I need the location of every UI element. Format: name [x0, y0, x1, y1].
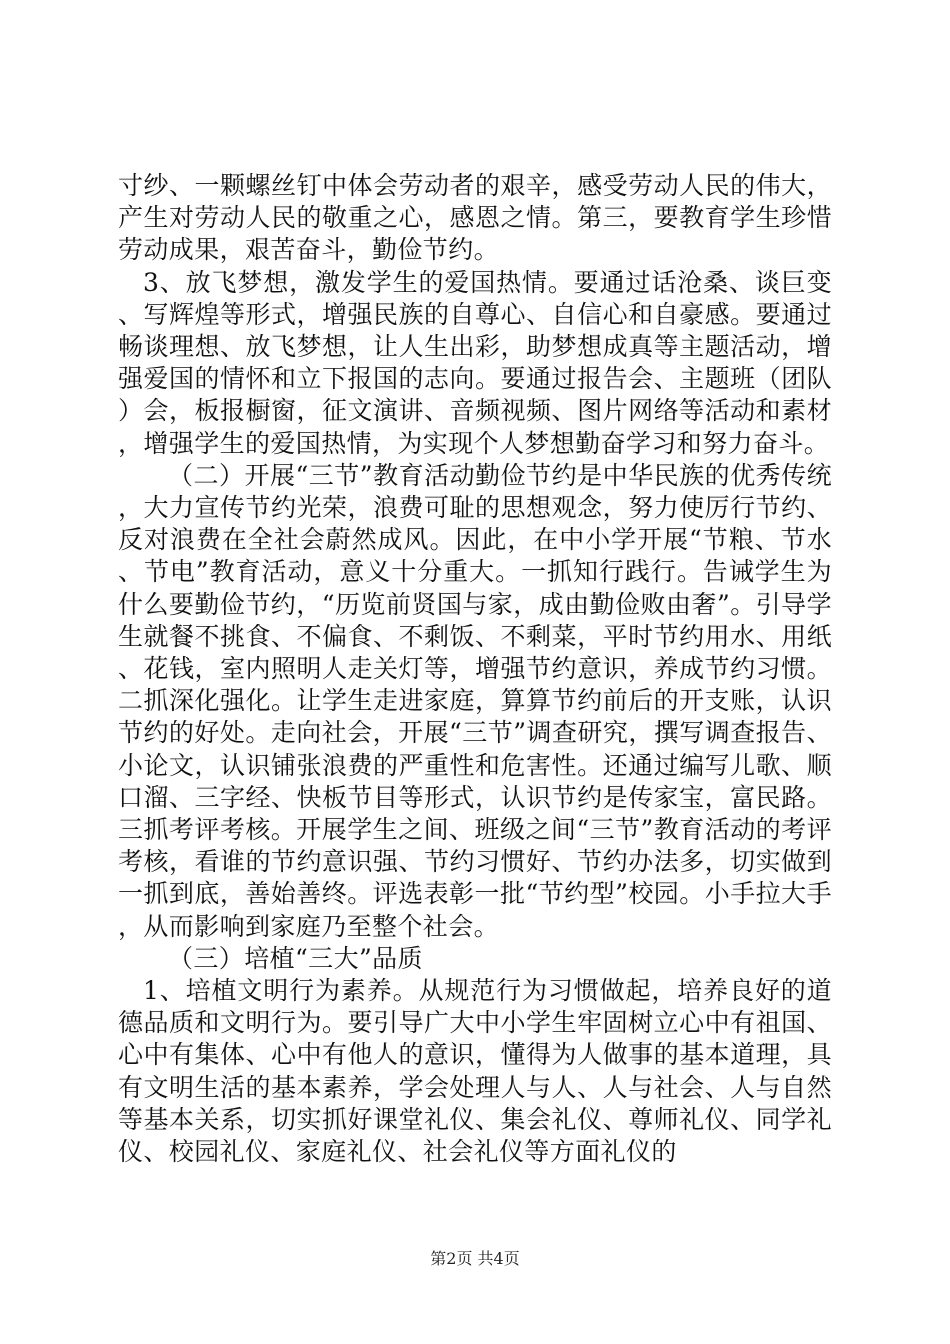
section-heading-three-qualities: （三）培植“三大”品质	[168, 943, 423, 973]
document-body	[118, 170, 832, 1168]
paragraph-continuation: 寸纱、一颗螺丝钉中体会劳动者的艰辛，感受劳动人民的伟大，产生对劳动人民的敬重之心，感恩之情。第三，要教育学生珍惜劳动成果，艰苦奋斗，勤俭节约。	[118, 171, 832, 265]
paragraph-three-savings: （二）开展“三节”教育活动勤俭节约是中华民族的优秀传统，大力宣传节约光荣，浪费可耻的思想观念，努力使厉行节约、反对浪费在全社会蔚然成风。因此，在中小学开展“节粮、节水、节电”教育活动，意义十分重大。一抓知行践行。告诫学生为什么要勤俭节约，“历览前贤国与家，成由勤俭败由奢”。引导学生就餐不挑食、不偏食、不剩饭、不剩菜，平时节约用水、用纸、花钱，室内照明人走关灯等，增强节约意识，养成节约习惯。二抓深化强化。让学生走进家庭，算算节约前后的开支账，认识节约的好处。走向社会，开展“三节”调查研究，撰写调查报告、小论文，认识铺张浪费的严重性和危害性。还通过编写儿歌、顺口溜、三字经、快板节目等形式，认识节约是传家宝，富民路。三抓考评考核。开展学生之间、班级之间“三节”教育活动的考评考核，看谁的节约意识强、节约习惯好、节约办法多，切实做到一抓到底，善始善终。评选表彰一批“节约型”校园。小手拉大手，从而影响到家庭乃至整个社会。	[118, 460, 832, 941]
page-number-footer: 第2页 共4页	[430, 1249, 520, 1268]
paragraph-civilized-behavior: 1、培植文明行为素养。从规范行为习惯做起，培养良好的道德品质和文明行为。要引导广大中小学生牢固树立心中有祖国、心中有集体、心中有他人的意识，懂得为人做事的基本道理，具有文明生活的基本素养，学会处理人与人、人与社会、人与自然等基本关系，切实抓好课堂礼仪、集会礼仪、尊师礼仪、同学礼仪、校园礼仪、家庭礼仪、社会礼仪等方面礼仪的	[118, 976, 832, 1167]
paragraph-patriotism: 3、放飞梦想，激发学生的爱国热情。要通过话沧桑、谈巨变、写辉煌等形式，增强民族的自尊心、自信心和自豪感。要通过畅谈理想、放飞梦想，让人生出彩，助梦想成真等主题活动，增强爱国的情怀和立下报国的志向。要通过报告会、主题班（团队）会，板报橱窗，征文演讲、音频视频、图片网络等活动和素材，增强学生的爱国热情，为实现个人梦想勤奋学习和努力奋斗。	[118, 267, 832, 458]
